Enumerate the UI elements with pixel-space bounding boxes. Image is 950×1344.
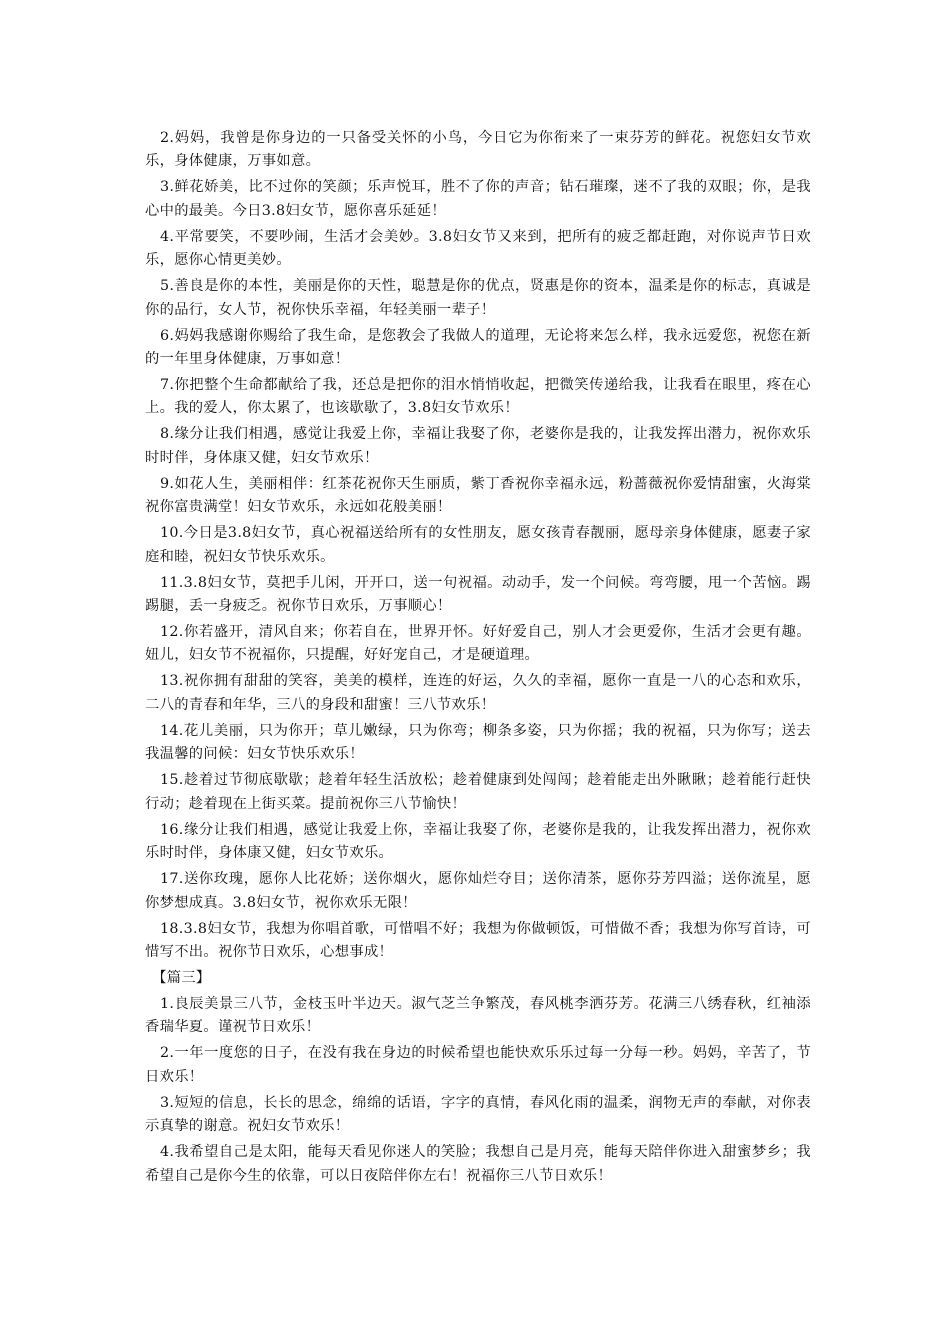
paragraph-16: 16.缘分让我们相遇，感觉让我爱上你，幸福让我娶了你，老婆你是我的，让我发挥出潜力，祝你欢乐时时伴，身体康又健，妇女节欢乐。 [145, 821, 811, 862]
paragraph-15: 15.趁着过节彻底歇歇；趁着年轻生活放松；趁着健康到处闯闯；趁着能走出外瞅瞅；趁着能行赶快行动；趁着现在上街买菜。提前祝你三八节愉快！ [145, 772, 811, 812]
section-heading: 【篇三】 [152, 969, 211, 986]
paragraph-11: 11.3.8妇女节，莫把手儿闲，开开口，送一句祝福。动动手，发一个问候。弯弯腰，甩一个苦恼。踢踢腿，丢一身疲乏。祝你节日欢乐，万事顺心！ [145, 574, 811, 615]
paragraph-17: 17.送你玫瑰，愿你人比花娇；送你烟火，愿你灿烂夺目；送你清茶，愿你芬芳四溢；送你流星，愿你梦想成真。3.8妇女节，祝你欢乐无限！ [145, 871, 811, 911]
paragraph-2: 2.妈妈，我曾是你身边的一只备受关怀的小鸟，今日它为你衔来了一束芬芳的鲜花。祝您妇女节欢乐，身体健康，万事如意。 [145, 130, 811, 170]
paragraph-5: 5.善良是你的本性，美丽是你的天性，聪慧是你的优点，贤惠是你的资本，温柔是你的标志，真诚是你的品行，女人节，祝你快乐幸福，年轻美丽一辈子！ [145, 278, 811, 318]
paragraph-4: 4.平常要笑，不要吵闹，生活才会美妙。3.8妇女节又来到，把所有的疲乏都赶跑，对你说声节日欢乐，愿你心情更美妙。 [145, 228, 811, 269]
document-body [145, 127, 811, 1191]
paragraph-3: 3.鲜花娇美，比不过你的笑颜；乐声悦耳，胜不了你的声音；钻石璀璨，迷不了我的双眼；你，是我心中的最美。今日3.8妇女节，愿你喜乐延延！ [145, 179, 811, 219]
paragraph-6: 6.妈妈我感谢你赐给了我生命，是您教会了我做人的道理，无论将来怎么样，我永远爱您，祝您在新的一年里身体健康，万事如意！ [145, 327, 811, 368]
section-b-paragraph-2: 2.一年一度您的日子，在没有我在身边的时候希望也能快欢乐乐过每一分每一秒。妈妈，辛苦了，节日欢乐！ [145, 1045, 811, 1085]
paragraph-9: 9.如花人生，美丽相伴：红茶花祝你天生丽质，紫丁香祝你幸福永远，粉蔷薇祝你爱情甜蜜，火海棠祝你富贵满堂！妇女节欢乐，永远如花般美丽！ [145, 475, 811, 516]
paragraph-10: 10.今日是3.8妇女节，真心祝福送给所有的女性朋友，愿女孩青春靓丽，愿母亲身体健康，愿妻子家庭和睦，祝妇女节快乐欢乐。 [145, 525, 811, 565]
paragraph-8: 8.缘分让我们相遇，感觉让我爱上你，幸福让我娶了你，老婆你是我的，让我发挥出潜力，祝你欢乐时时伴，身体康又健，妇女节欢乐！ [145, 426, 811, 466]
paragraph-7: 7.你把整个生命都献给了我，还总是把你的泪水悄悄收起，把微笑传递给我，让我看在眼里，疼在心上。我的爱人，你太累了，也该歇歇了，3.8妇女节欢乐！ [145, 377, 811, 417]
paragraph-12: 12.你若盛开，清风自来；你若自在，世界开怀。好好爱自己，别人才会更爱你，生活才会更有趣。妞儿，妇女节不祝福你，只提醒，好好宠自己，才是硬道理。 [145, 624, 811, 664]
paragraph-13: 13.祝你拥有甜甜的笑容，美美的模样，连连的好运，久久的幸福，愿你一直是一八的心态和欢乐，二八的青春和年华，三八的身段和甜蜜！三八节欢乐！ [145, 673, 811, 713]
section-b-paragraph-3: 3.短短的信息，长长的思念，绵绵的话语，字字的真情，春风化雨的温柔，润物无声的奉献，对你表示真挚的谢意。祝妇女节欢乐！ [145, 1094, 811, 1135]
section-b-paragraph-1: 1.良辰美景三八节，金枝玉叶半边天。淑气芝兰争繁茂，春风桃李洒芬芳。花满三八绣春秋，红袖添香瑞华夏。谨祝节日欢乐！ [145, 995, 811, 1036]
paragraph-14: 14.花儿美丽，只为你开；草儿嫩绿，只为你弯；柳条多姿，只为你摇；我的祝福，只为你写；送去我温馨的问候：妇女节快乐欢乐！ [145, 722, 811, 763]
paragraph-18: 18.3.8妇女节，我想为你唱首歌，可惜唱不好；我想为你做顿饭，可惜做不香；我想为你写首诗，可惜写不出。祝你节日欢乐，心想事成！ [145, 920, 811, 960]
section-b-paragraph-4: 4.我希望自己是太阳，能每天看见你迷人的笑脸；我想自己是月亮，能每天陪伴你进入甜蜜梦乡；我希望自己是你今生的依靠，可以日夜陪伴你左右！祝福你三八节日欢乐！ [145, 1144, 811, 1184]
